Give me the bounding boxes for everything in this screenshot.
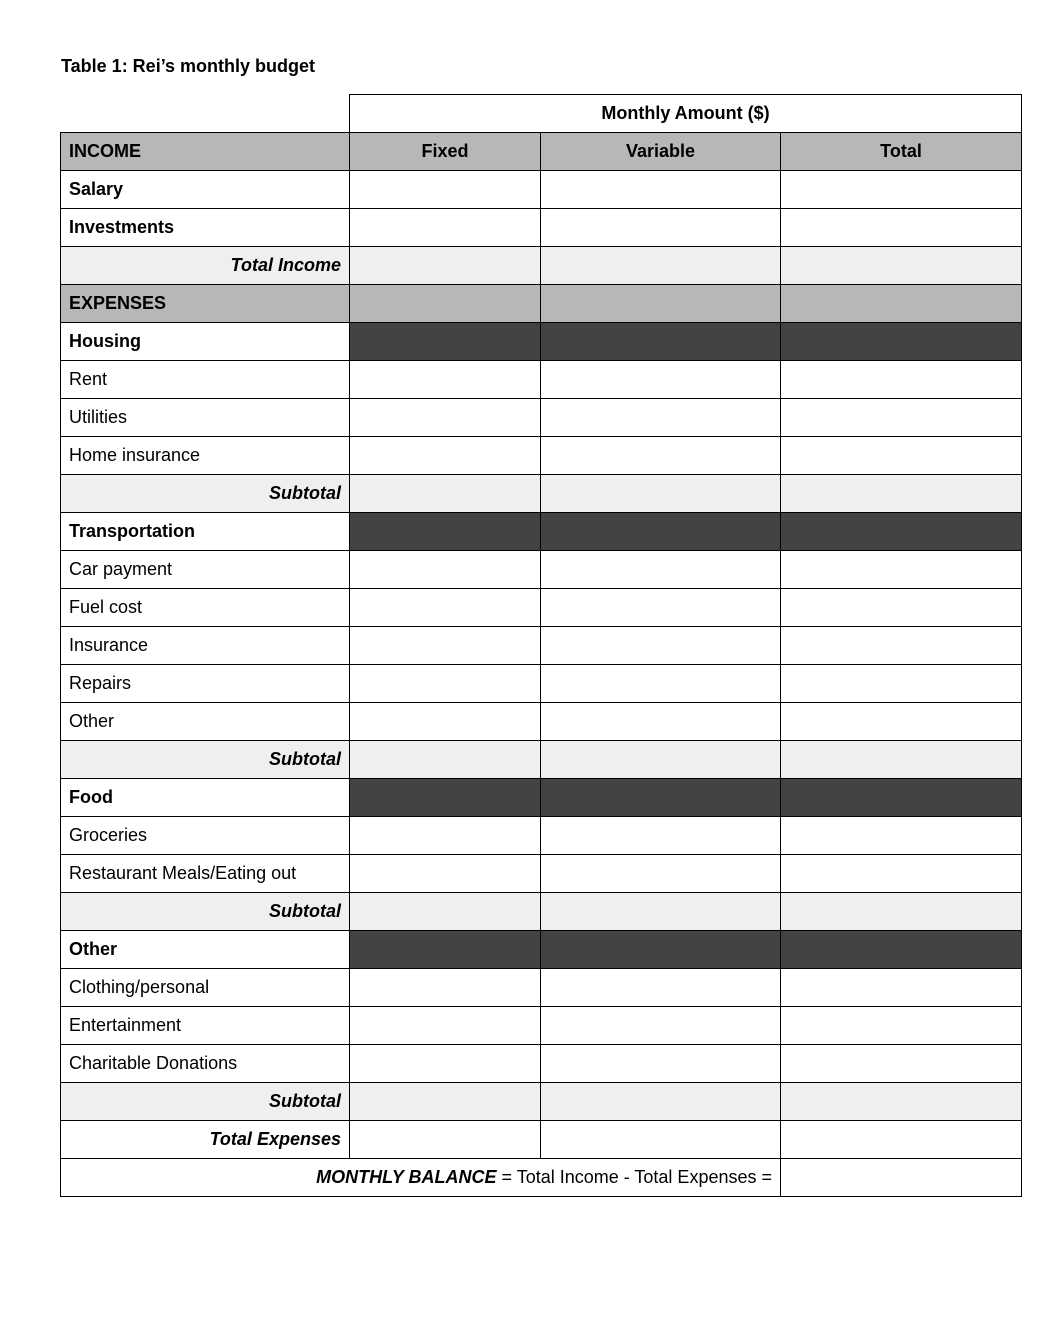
variable-cell[interactable] (541, 1045, 781, 1083)
fixed-cell[interactable] (350, 703, 541, 741)
variable-cell[interactable] (541, 855, 781, 893)
variable-cell[interactable] (541, 589, 781, 627)
total-expenses-row (61, 1121, 1022, 1159)
column-header-variable: Variable (541, 133, 781, 171)
fixed-cell[interactable] (350, 817, 541, 855)
variable-cell[interactable] (541, 627, 781, 665)
fixed-cell[interactable] (350, 1045, 541, 1083)
income-row-investments (61, 209, 1022, 247)
subtotal-row (61, 893, 1022, 931)
fixed-cell[interactable] (350, 855, 541, 893)
row-label: Home insurance (61, 437, 350, 475)
column-header-total: Total (781, 133, 1022, 171)
row-label: Car payment (61, 551, 350, 589)
subtotal-row (61, 1083, 1022, 1121)
expense-row (61, 551, 1022, 589)
variable-cell[interactable] (541, 399, 781, 437)
income-section-label: INCOME (61, 133, 350, 171)
subtotal-row (61, 741, 1022, 779)
monthly-balance-label (61, 1159, 781, 1197)
category-row-housing (61, 323, 1022, 361)
row-label: Entertainment (61, 1007, 350, 1045)
subtotal-label: Subtotal (61, 475, 350, 513)
monthly-balance-title: MONTHLY BALANCE (316, 1167, 497, 1187)
total-cell[interactable] (781, 893, 1022, 931)
expense-row (61, 437, 1022, 475)
monthly-balance-value-cell[interactable] (781, 1159, 1022, 1197)
row-label: Charitable Donations (61, 1045, 350, 1083)
fixed-cell[interactable] (350, 551, 541, 589)
category-row-transportation (61, 513, 1022, 551)
total-expenses-label: Total Expenses (61, 1121, 350, 1159)
variable-cell[interactable] (541, 437, 781, 475)
row-label: Restaurant Meals/Eating out (61, 855, 350, 893)
subtotal-label: Subtotal (61, 1083, 350, 1121)
fixed-cell[interactable] (350, 627, 541, 665)
expense-row (61, 1045, 1022, 1083)
variable-cell[interactable] (541, 551, 781, 589)
total-cell[interactable] (781, 665, 1022, 703)
fixed-cell[interactable] (350, 247, 541, 285)
row-label: Clothing/personal (61, 969, 350, 1007)
fixed-cell[interactable] (350, 665, 541, 703)
variable-cell[interactable] (541, 969, 781, 1007)
fixed-cell[interactable] (350, 589, 541, 627)
variable-cell[interactable] (541, 893, 781, 931)
category-label: Other (61, 931, 350, 969)
variable-cell[interactable] (541, 247, 781, 285)
header-row-monthly-amount (61, 95, 1022, 133)
row-label: Insurance (61, 627, 350, 665)
income-row-salary (61, 171, 1022, 209)
category-label: Housing (61, 323, 350, 361)
fixed-cell[interactable] (350, 1007, 541, 1045)
variable-cell[interactable] (541, 665, 781, 703)
income-header-row (61, 133, 1022, 171)
fixed-cell[interactable] (350, 209, 541, 247)
fixed-cell[interactable] (350, 171, 541, 209)
row-label: Salary (61, 171, 350, 209)
fixed-cell[interactable] (350, 399, 541, 437)
expense-row (61, 627, 1022, 665)
total-cell[interactable] (781, 589, 1022, 627)
expense-row (61, 589, 1022, 627)
fixed-cell[interactable] (350, 1083, 541, 1121)
variable-cell[interactable] (541, 741, 781, 779)
fixed-cell[interactable] (350, 1121, 541, 1159)
total-cell[interactable] (781, 741, 1022, 779)
fixed-cell[interactable] (350, 361, 541, 399)
expense-row (61, 399, 1022, 437)
total-cell[interactable] (781, 627, 1022, 665)
total-cell[interactable] (781, 551, 1022, 589)
total-cell[interactable] (781, 1083, 1022, 1121)
subtotal-label: Subtotal (61, 893, 350, 931)
expense-row (61, 703, 1022, 741)
expenses-header-row (61, 285, 1022, 323)
fixed-cell[interactable] (350, 969, 541, 1007)
total-cell[interactable] (781, 817, 1022, 855)
fixed-cell[interactable] (350, 437, 541, 475)
total-cell[interactable] (781, 399, 1022, 437)
row-label: Utilities (61, 399, 350, 437)
row-label: Fuel cost (61, 589, 350, 627)
row-label: Investments (61, 209, 350, 247)
variable-cell[interactable] (541, 209, 781, 247)
monthly-balance-row (61, 1159, 1022, 1197)
total-income-label: Total Income (61, 247, 350, 285)
row-label: Groceries (61, 817, 350, 855)
row-label: Rent (61, 361, 350, 399)
total-cell[interactable] (781, 437, 1022, 475)
total-cell[interactable] (781, 969, 1022, 1007)
variable-cell[interactable] (541, 361, 781, 399)
total-cell[interactable] (781, 361, 1022, 399)
variable-cell[interactable] (541, 817, 781, 855)
fixed-cell[interactable] (350, 475, 541, 513)
variable-cell[interactable] (541, 1083, 781, 1121)
total-cell[interactable] (781, 1121, 1022, 1159)
variable-cell[interactable] (541, 1121, 781, 1159)
row-label: Other (61, 703, 350, 741)
category-label: Food (61, 779, 350, 817)
category-label: Transportation (61, 513, 350, 551)
total-cell[interactable] (781, 1045, 1022, 1083)
category-row-other (61, 931, 1022, 969)
budget-table (60, 94, 1022, 1197)
total-cell[interactable] (781, 1007, 1022, 1045)
row-label: Repairs (61, 665, 350, 703)
monthly-balance-formula: = Total Income - Total Expenses = (496, 1167, 772, 1187)
variable-cell[interactable] (541, 1007, 781, 1045)
column-header-fixed: Fixed (350, 133, 541, 171)
expense-row (61, 1007, 1022, 1045)
header-blank-cell (61, 95, 350, 133)
expense-row (61, 665, 1022, 703)
monthly-amount-header: Monthly Amount ($) (350, 95, 1022, 133)
variable-cell[interactable] (541, 475, 781, 513)
total-cell[interactable] (781, 247, 1022, 285)
table-title: Table 1: Rei’s monthly budget (61, 56, 316, 76)
total-cell[interactable] (781, 209, 1022, 247)
fixed-cell[interactable] (350, 893, 541, 931)
expense-row (61, 969, 1022, 1007)
total-cell[interactable] (781, 703, 1022, 741)
expenses-section-label: EXPENSES (61, 285, 350, 323)
total-cell[interactable] (781, 171, 1022, 209)
expense-row (61, 361, 1022, 399)
total-cell[interactable] (781, 475, 1022, 513)
total-income-row (61, 247, 1022, 285)
subtotal-label: Subtotal (61, 741, 350, 779)
expense-row (61, 855, 1022, 893)
expense-row (61, 817, 1022, 855)
category-row-food (61, 779, 1022, 817)
variable-cell[interactable] (541, 171, 781, 209)
variable-cell[interactable] (541, 703, 781, 741)
total-cell[interactable] (781, 855, 1022, 893)
fixed-cell[interactable] (350, 741, 541, 779)
subtotal-row (61, 475, 1022, 513)
